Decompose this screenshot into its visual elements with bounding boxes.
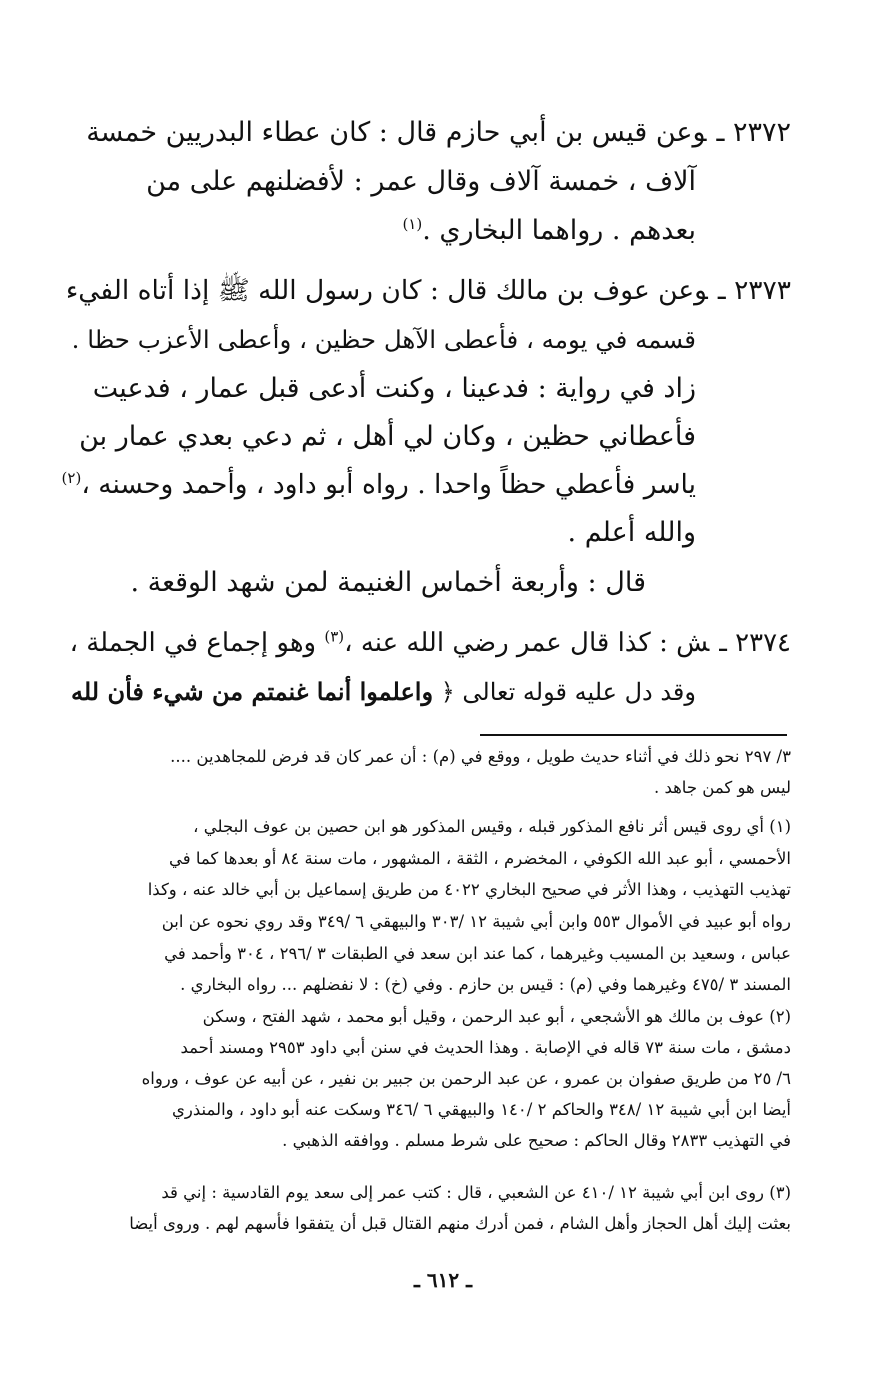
hadith-number-2373: ٢٣٧٣ ـ (717, 275, 791, 306)
footnote-3-line: بعثت إليك أهل الحجاز وأهل الشام ، فمن أدرك منهم القتال قبل أن يتفقوا فأسهم لهم . وروى أيضا (129, 1214, 791, 1233)
footnote-2-line: (٢) عوف بن مالك هو الأشجعي ، أبو عبد الرحمن ، وقيل أبو محمد ، شهد الفتح ، وسكن (202, 1007, 791, 1026)
quran-quote: واعلموا أنما غنمتم من شيء فأن لله (70, 677, 434, 706)
footnote-1-line: رواه أبو عبيد في الأموال ٥٥٣ وابن أبي شيبة ١٢ /٣٠٣ والبيهقي ٦ /٣٤٩ وقد روي نحوه عن ابن (161, 912, 791, 931)
hadith-2373-line-5: ياسر فأعطي حظاً واحدا . رواه أبو داود ، وأحمد وحسنه ،$^{(٢)}$ (61, 469, 696, 500)
hadith-2372-line-2: آلاف ، خمسة آلاف وقال عمر : لأفضلنهم على من (146, 166, 696, 197)
footnote-separator (480, 734, 787, 736)
footnote-ref-3: (٣) (324, 627, 345, 646)
hadith-2373-line-6: والله أعلم . (567, 517, 696, 548)
statement-line: قال : وأربعة أخماس الغنيمة لمن شهد الوقعة . (130, 567, 646, 598)
footnote-ref-1: (١) (402, 215, 423, 233)
footnote-1-line: عباس ، وسعيد بن المسيب وغيرهما ، كما عند ابن سعد في الطبقات ٣ /٢٩٦ ، ٣٠٤ وأحمد في (164, 944, 791, 963)
footnote-3-line: (٣) روى ابن أبي شيبة ١٢ /٤١٠ عن الشعبي ، قال : كتب عمر إلى سعد يوم القادسية : إني قد (161, 1183, 791, 1202)
footnote-continuation-line-1: ٣/ ٢٩٧ نحو ذلك في أثناء حديث طويل ، ووقع في (م) : أن عمر كان قد فرض للمجاهدين .... (170, 747, 791, 766)
footnote-2-line: دمشق ، مات سنة ٧٣ قاله في الإصابة . وهذا الحديث في سنن أبي داود ٢٩٥٣ ومسند أحمد (180, 1038, 791, 1057)
page-number: ـ ٦١٢ ـ (414, 1268, 472, 1292)
footnote-continuation-line-2: ليس هو كمن جاهد . (653, 778, 791, 797)
hadith-2373-line-3: زاد في رواية : فدعينا ، وكنت أدعى قبل عمار ، فدعيت (92, 373, 696, 404)
footnote-1-line: تهذيب التهذيب ، وهذا الأثر في صحيح البخاري ٤٠٢٢ من طريق إسماعيل بن أبي خالد عنه ، وكذا (147, 880, 791, 899)
footnote-1-line: الأحمسي ، أبو عبد الله الكوفي ، المخضرم ، الثقة ، المشهور ، مات سنة ٨٤ أو بعدها كما في (168, 849, 791, 868)
footnote-1-line: المسند ٣ /٤٧٥ وغيرهما وفي (م) : قيس بن حازم . وفي (خ) : لا نفضلهم ... رواه البخاري . (180, 975, 791, 994)
footnote-2-line: في التهذيب ٢٨٣٣ وقال الحاكم : صحيح على شرط مسلم . ووافقه الذهبي . (282, 1131, 791, 1150)
footnote-ref-2: (٢) (61, 469, 82, 488)
hadith-2372-line-1: ٢٣٧٢ ـوعن قيس بن أبي حازم قال : كان عطاء البدريين خمسة (86, 117, 791, 148)
hadith-2373-line-4: فأعطاني حظين ، وكان لي أهل ، ثم دعي بعدي عمار بن (79, 421, 696, 452)
footnote-1-line: (١) أي روى قيس أثر نافع المذكور قبله ، وقيس المذكور هو ابن حصين بن عوف البجلي ، (193, 817, 791, 836)
hadith-2373-line-2: قسمه في يومه ، فأعطى الآهل حظين ، وأعطى الأعزب حظا . (71, 325, 696, 354)
hadith-number-2372: ٢٣٧٢ ـ (716, 117, 791, 148)
hadith-2373-line-1: ٢٣٧٣ ـوعن عوف بن مالك قال : كان رسول الله ﷺ إذا أتاه الفيء (65, 275, 791, 306)
hadith-number-2374: ٢٣٧٤ ـ (719, 628, 791, 658)
commentary-2374-line-2: وقد دل عليه قوله تعالى ﴿ واعلموا أنما غنمتم من شيء فأن لله (70, 677, 696, 706)
footnote-2-line: ٦/ ٢٥ من طريق صفوان بن عمرو ، عن عبد الرحمن بن جبير بن نفير ، عن أبيه عن عوف ، ورواه (141, 1069, 791, 1088)
commentary-2374-line-1: ٢٣٧٤ ـش : كذا قال عمر رضي الله عنه ،$^{(٣)}$ وهو إجماع في الجملة ، (69, 627, 791, 658)
hadith-2372-line-3: بعدهم . رواهما البخاري .$^{(١)}$ (402, 215, 696, 246)
footnote-2-line: أيضا ابن أبي شيبة ١٢ /٣٤٨ والحاكم ٢ /١٤٠ والبيهقي ٦ /٣٤٦ وسكت عنه أبو داود ، والمنذري (172, 1100, 791, 1119)
